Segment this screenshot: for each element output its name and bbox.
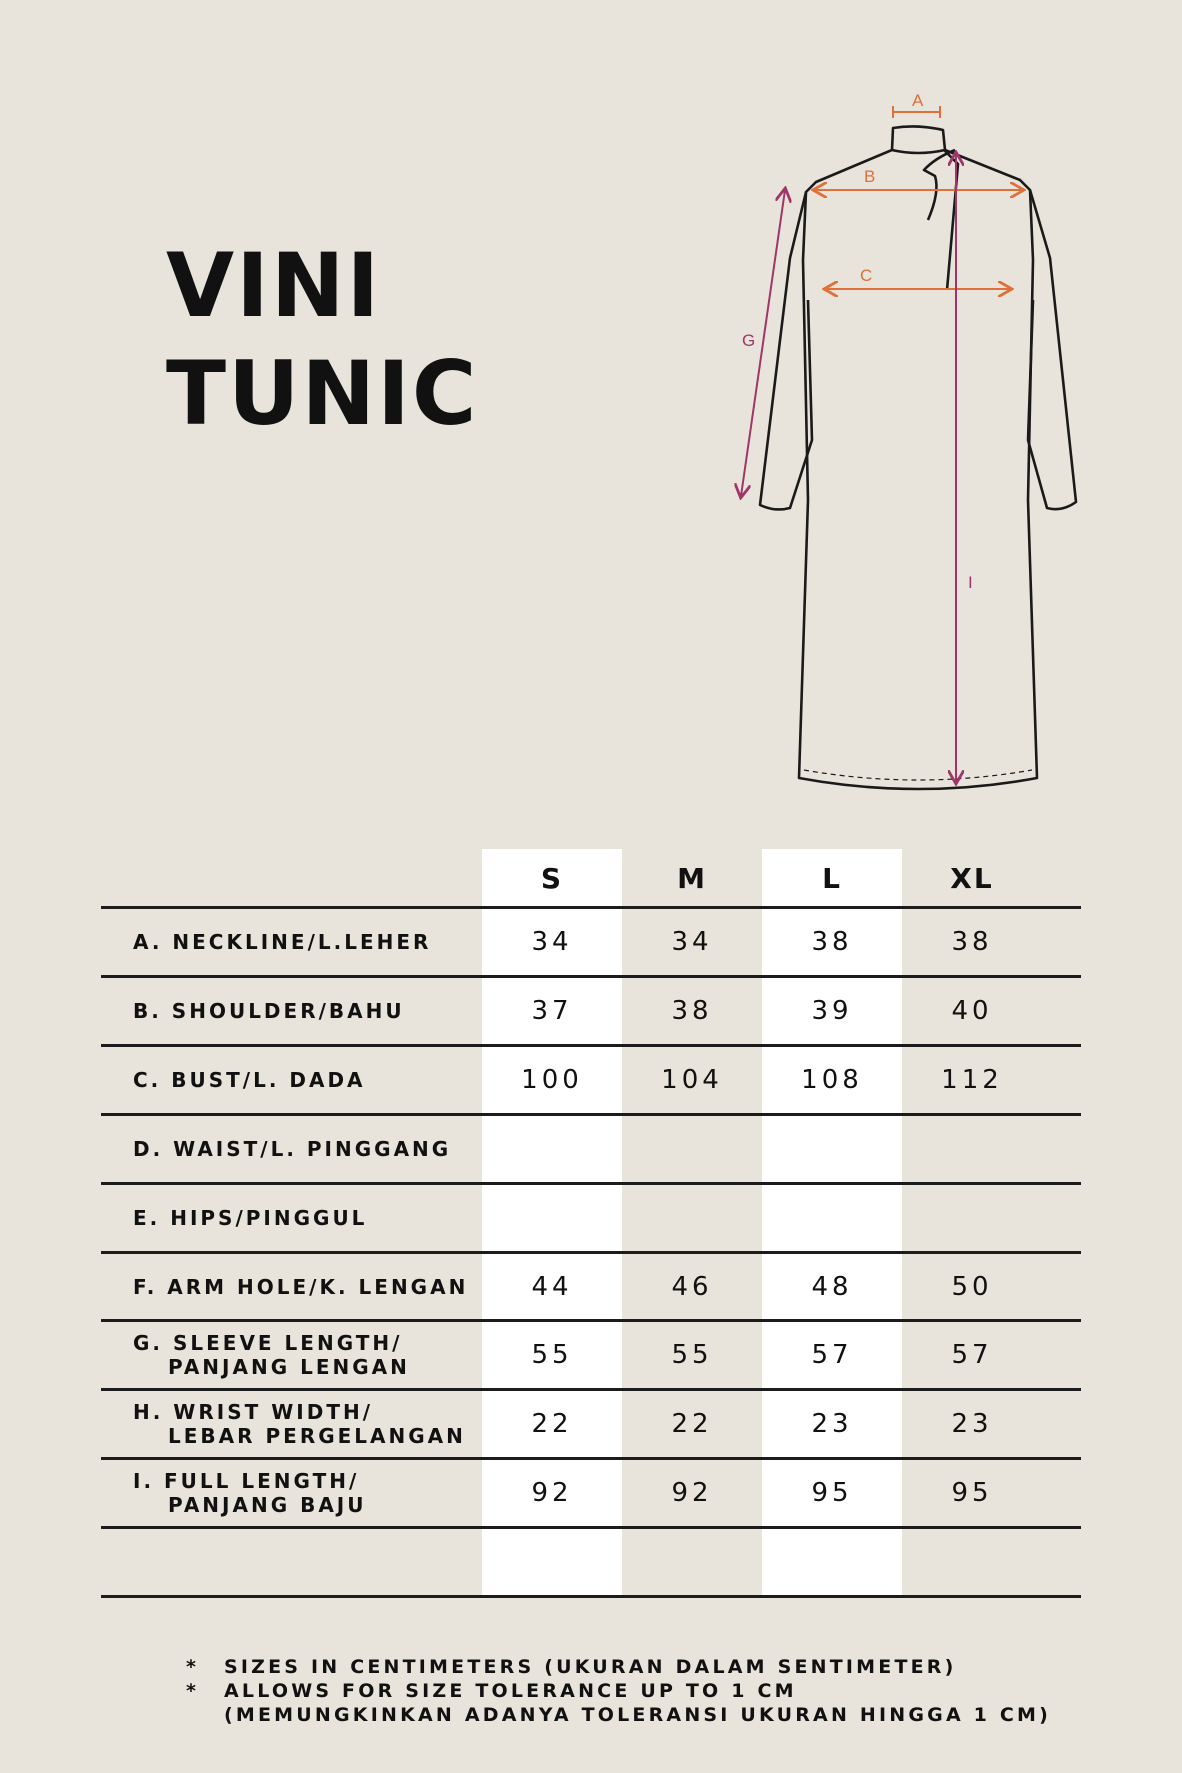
cell-s — [482, 1116, 622, 1182]
cell-m: 46 — [671, 1272, 713, 1302]
cell-s: 92 — [531, 1478, 573, 1508]
row-label: A. NECKLINE/L.LEHER — [133, 930, 432, 954]
label-a: A — [912, 91, 924, 110]
label-c: C — [860, 266, 873, 285]
note-text: SIZES IN CENTIMETERS (UKURAN DALAM SENTIMETER) — [224, 1656, 957, 1678]
cell-xl: 40 — [951, 996, 993, 1026]
note-sizes-in-cm — [186, 1655, 1051, 1679]
row-label: I. FULL LENGTH/ PANJANG BAJU — [133, 1469, 367, 1517]
cell-l: 95 — [811, 1478, 853, 1508]
cell-xl: 38 — [951, 927, 993, 957]
cell-m: 22 — [671, 1409, 713, 1439]
cell-l: 23 — [811, 1409, 853, 1439]
cell-xl: 95 — [951, 1478, 993, 1508]
row-label: D. WAIST/L. PINGGANG — [133, 1137, 452, 1161]
label-g: G — [742, 331, 756, 350]
row-label: F. ARM HOLE/K. LENGAN — [133, 1275, 469, 1299]
cell-l: 57 — [811, 1340, 853, 1370]
size-header-l: L — [822, 862, 842, 895]
cell-s: 100 — [521, 1065, 583, 1095]
row-label: H. WRIST WIDTH/ LEBAR PERGELANGAN — [133, 1400, 466, 1448]
table-row-sleeve-length — [101, 1322, 1081, 1388]
table-row-wrist-width — [101, 1391, 1081, 1457]
row-label: C. BUST/L. DADA — [133, 1068, 366, 1092]
cell-xl — [902, 1185, 1042, 1251]
table-row-arm-hole — [101, 1254, 1081, 1320]
cell-l — [762, 1116, 902, 1182]
tunic-measurement-diagram — [720, 80, 1100, 800]
cell-xl: 50 — [951, 1272, 993, 1302]
cell-s: 55 — [531, 1340, 573, 1370]
size-header-s: S — [540, 862, 564, 895]
cell-l: 108 — [801, 1065, 863, 1095]
table-row-bust — [101, 1047, 1081, 1113]
table-row-hips — [101, 1185, 1081, 1251]
table-row-neckline — [101, 909, 1081, 975]
size-notes — [186, 1655, 1051, 1727]
cell-s: 34 — [531, 927, 573, 957]
cell-s: 44 — [531, 1272, 573, 1302]
length-measure-arrows — [741, 154, 956, 782]
table-row-shoulder — [101, 978, 1081, 1044]
cell-m — [622, 1116, 762, 1182]
note-bullet: * — [186, 1680, 200, 1702]
product-title-line-1: VINI — [166, 234, 382, 337]
size-header-xl: XL — [950, 862, 994, 895]
note-tolerance-translation: (MEMUNGKINKAN ADANYA TOLERANSI UKURAN HINGGA 1 CM) — [224, 1704, 1052, 1726]
cell-l: 48 — [811, 1272, 853, 1302]
table-divider — [101, 1526, 1081, 1529]
cell-m — [622, 1185, 762, 1251]
row-label: G. SLEEVE LENGTH/ PANJANG LENGAN — [133, 1331, 410, 1379]
cell-xl — [902, 1116, 1042, 1182]
row-label: E. HIPS/PINGGUL — [133, 1206, 368, 1230]
tunic-outline — [760, 126, 1076, 789]
label-i: I — [968, 573, 973, 592]
cell-xl: 112 — [941, 1065, 1003, 1095]
size-header-m: M — [677, 862, 707, 895]
cell-m: 38 — [671, 996, 713, 1026]
cell-s — [482, 1185, 622, 1251]
cell-m: 92 — [671, 1478, 713, 1508]
width-measure-arrows — [815, 106, 1022, 289]
cell-xl: 23 — [951, 1409, 993, 1439]
product-title — [166, 232, 478, 448]
table-divider — [101, 1595, 1081, 1598]
cell-m: 34 — [671, 927, 713, 957]
cell-l: 38 — [811, 927, 853, 957]
cell-s: 22 — [531, 1409, 573, 1439]
cell-l — [762, 1185, 902, 1251]
cell-s: 37 — [531, 996, 573, 1026]
table-row-full-length — [101, 1460, 1081, 1526]
note-bullet: * — [186, 1656, 200, 1678]
cell-xl: 57 — [951, 1340, 993, 1370]
row-label: B. SHOULDER/BAHU — [133, 999, 405, 1023]
product-title-line-2: TUNIC — [166, 342, 479, 445]
cell-m: 104 — [661, 1065, 723, 1095]
note-text: ALLOWS FOR SIZE TOLERANCE UP TO 1 CM — [224, 1680, 797, 1702]
table-row-waist — [101, 1116, 1081, 1182]
cell-m: 55 — [671, 1340, 713, 1370]
cell-l: 39 — [811, 996, 853, 1026]
note-tolerance — [186, 1679, 1051, 1703]
label-b: B — [864, 167, 876, 186]
